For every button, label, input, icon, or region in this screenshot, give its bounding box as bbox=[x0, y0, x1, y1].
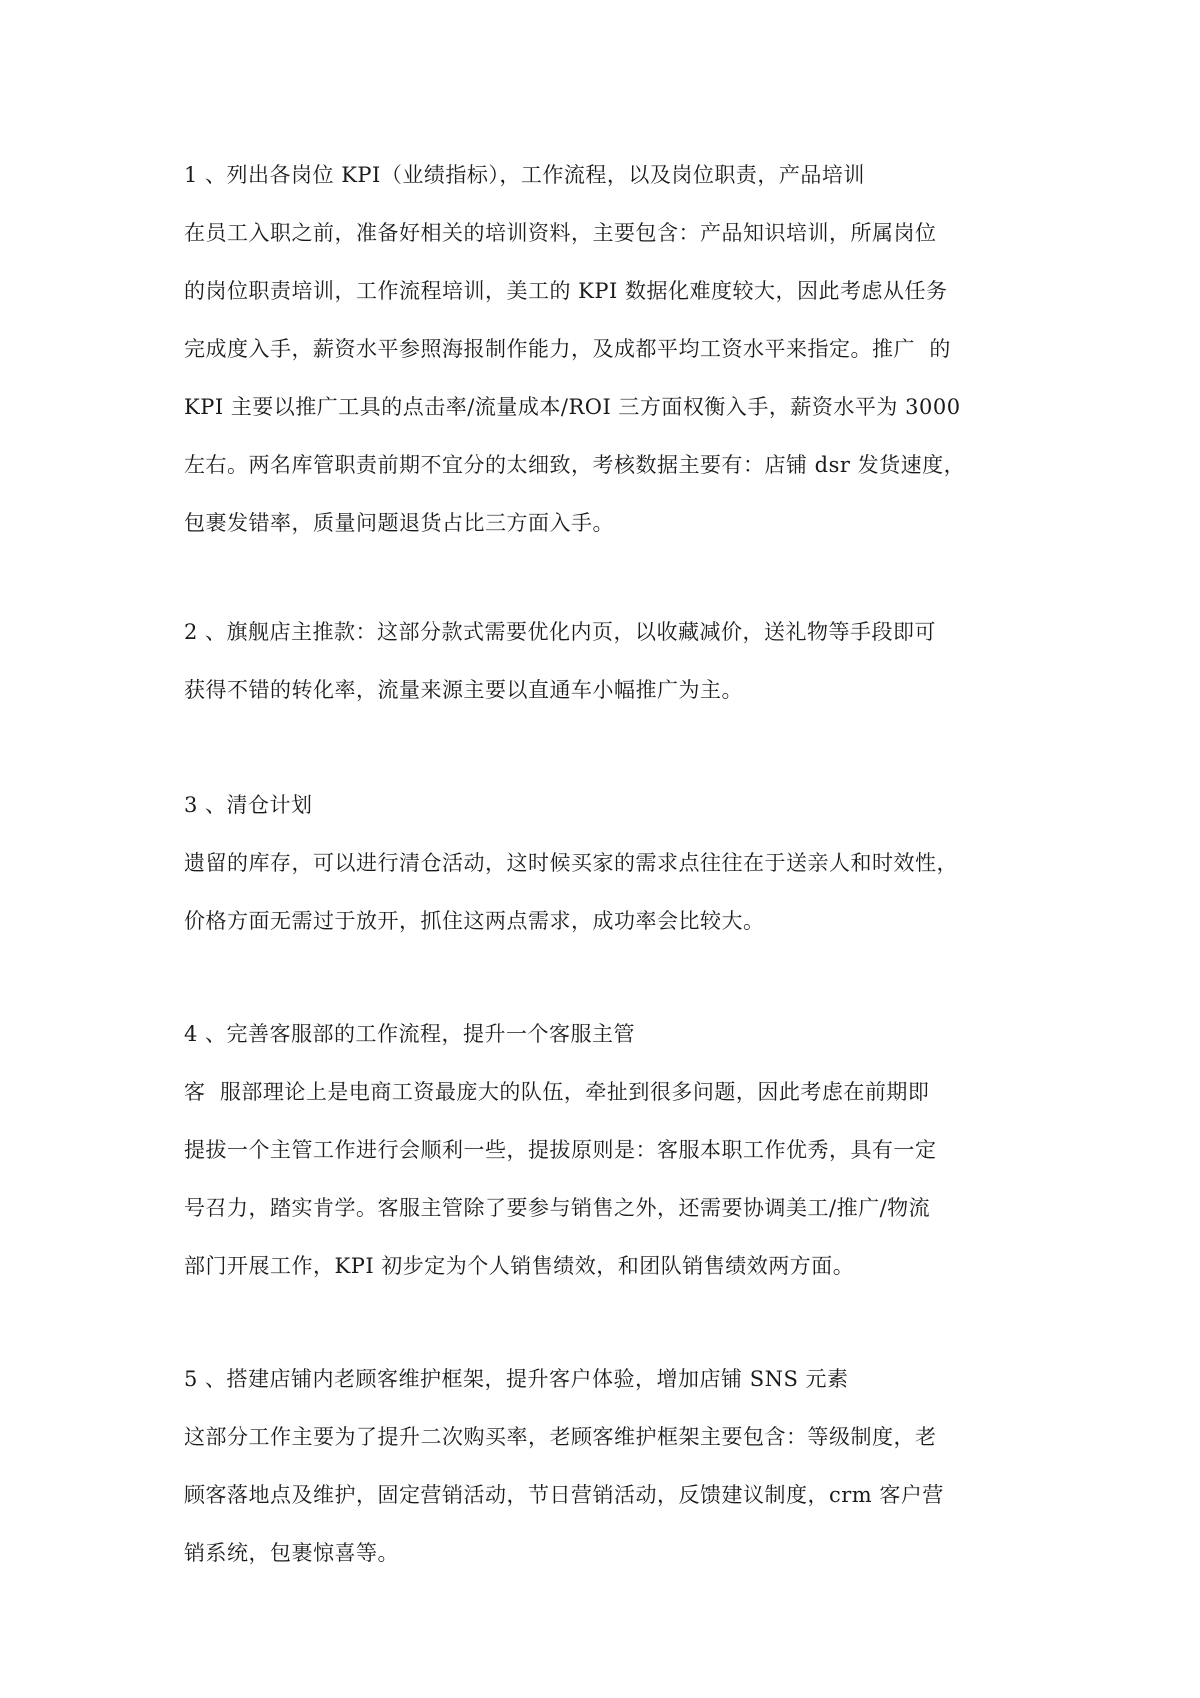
section-3 bbox=[184, 776, 1024, 950]
section-5 bbox=[184, 1350, 1024, 1582]
section-heading: 5 、搭建店铺内老顾客维护框架，提升客户体验，增加店铺 SNS 元素 bbox=[184, 1367, 849, 1391]
section-heading: 3 、清仓计划 bbox=[184, 793, 313, 817]
paragraph-line: 遗留的库存，可以进行清仓活动，这时候买家的需求点往往在于送亲人和时效性， bbox=[184, 851, 958, 875]
paragraph-line: 价格方面无需过于放开，抓住这两点需求，成功率会比较大。 bbox=[184, 909, 765, 933]
paragraph-line: 获得不错的转化率，流量来源主要以直通车小幅推广为主。 bbox=[184, 678, 743, 702]
paragraph-line: 左右。两名库管职责前期不宜分的太细致，考核数据主要有：店铺 dsr 发货速度， bbox=[184, 453, 966, 477]
section-1 bbox=[184, 146, 1024, 552]
paragraph-line: 顾客落地点及维护，固定营销活动，节日营销活动，反馈建议制度，crm 客户营 bbox=[184, 1483, 944, 1507]
paragraph-line: 部门开展工作，KPI 初步定为个人销售绩效，和团队销售绩效两方面。 bbox=[184, 1254, 855, 1278]
paragraph-line: 完成度入手，薪资水平参照海报制作能力，及成都平均工资水平来指定。推广 的 bbox=[184, 337, 951, 361]
section-heading: 1 、列出各岗位 KPI（业绩指标），工作流程，以及岗位职责，产品培训 bbox=[184, 163, 865, 187]
paragraph-line: 提拔一个主管工作进行会顺利一些，提拔原则是：客服本职工作优秀，具有一定 bbox=[184, 1138, 937, 1162]
paragraph-line: 号召力，踏实肯学。客服主管除了要参与销售之外，还需要协调美工/推广/物流 bbox=[184, 1196, 931, 1220]
section-heading: 2 、旗舰店主推款：这部分款式需要优化内页，以收藏减价，送礼物等手段即可 bbox=[184, 620, 937, 644]
paragraph-line: 在员工入职之前，准备好相关的培训资料，主要包含：产品知识培训，所属岗位 bbox=[184, 221, 937, 245]
paragraph-line: 这部分工作主要为了提升二次购买率，老顾客维护框架主要包含：等级制度，老 bbox=[184, 1425, 937, 1449]
section-heading: 4 、完善客服部的工作流程，提升一个客服主管 bbox=[184, 1022, 636, 1046]
paragraph-line: 客 服部理论上是电商工资最庞大的队伍，牵扯到很多问题，因此考虑在前期即 bbox=[184, 1080, 930, 1104]
paragraph-line: 的岗位职责培训，工作流程培训，美工的 KPI 数据化难度较大，因此考虑从任务 bbox=[184, 279, 948, 303]
section-4 bbox=[184, 1005, 1024, 1295]
paragraph-line: KPI 主要以推广工具的点击率/流量成本/ROI 三方面权衡入手，薪资水平为 3000 bbox=[184, 395, 961, 419]
section-2 bbox=[184, 603, 1024, 719]
paragraph-line: 包裹发错率，质量问题退货占比三方面入手。 bbox=[184, 511, 614, 535]
paragraph-line: 销系统，包裹惊喜等。 bbox=[184, 1541, 399, 1565]
